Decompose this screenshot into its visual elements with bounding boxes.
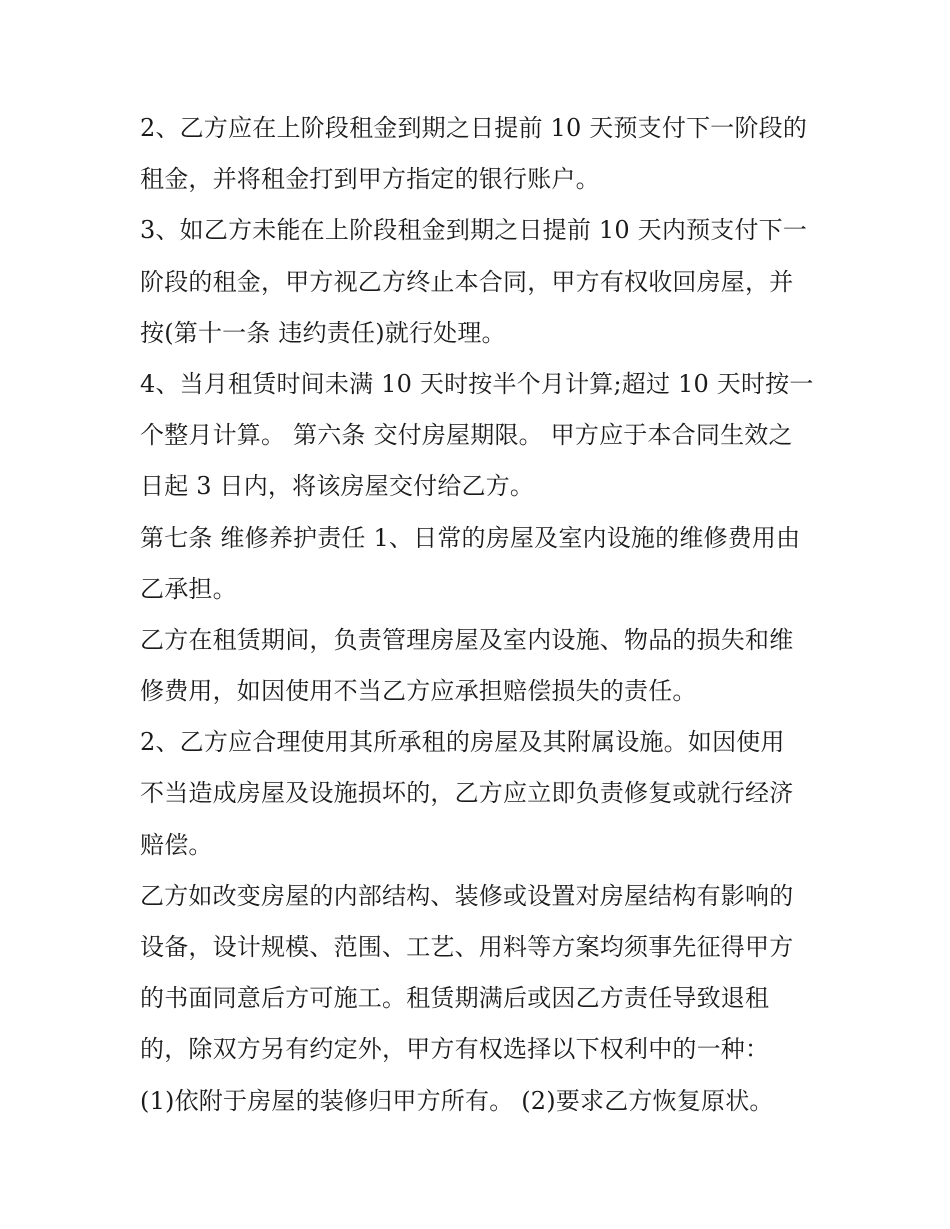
- paragraph-clause-2-prepayment: [140, 103, 812, 205]
- document-body: [140, 103, 812, 1127]
- text-line: 乙方如改变房屋的内部结构、装修或设置对房屋结构有影响的: [140, 881, 794, 910]
- text-line: 租金，并将租金打到甲方指定的银行账户。: [140, 165, 600, 194]
- text-line: 乙承担。: [140, 574, 237, 603]
- text-line: 乙方在租赁期间，负责管理房屋及室内设施、物品的损失和维: [140, 625, 794, 654]
- text-line: 阶段的租金，甲方视乙方终止本合同，甲方有权收回房屋，并: [140, 267, 794, 296]
- text-line: 的书面同意后方可施工。租赁期满后或因乙方责任导致退租: [140, 984, 770, 1013]
- paragraph-article-7-maintenance: [140, 513, 812, 615]
- text-line: 2、乙方应在上阶段租金到期之日提前 10 天预支付下一阶段的: [140, 114, 808, 142]
- paragraph-clause-3-late-payment: [140, 205, 812, 359]
- text-line: 第七条 维修养护责任 1、日常的房屋及室内设施的维修费用由: [140, 523, 801, 552]
- text-line: (1)依附于房屋的装修归甲方所有。 (2)要求乙方恢复原状。: [140, 1086, 774, 1115]
- text-line: 修费用，如因使用不当乙方应承担赔偿损失的责任。: [140, 677, 697, 706]
- text-line: 4、当月租赁时间未满 10 天时按半个月计算;超过 10 天时按一: [140, 369, 814, 398]
- text-line: 赔偿。: [140, 830, 213, 859]
- text-line: 2、乙方应合理使用其所承租的房屋及其附属设施。如因使用: [140, 728, 785, 757]
- text-line: 的，除双方另有约定外，甲方有权选择以下权利中的一种：: [140, 1035, 770, 1064]
- text-line: 按(第十一条 违约责任)就行处理。: [140, 318, 506, 347]
- paragraph-clause-2-proper-use: [140, 717, 812, 871]
- paragraph-renovation-consent: [140, 871, 812, 1127]
- text-line: 3、如乙方未能在上阶段租金到期之日提前 10 天内预支付下一: [140, 216, 808, 245]
- text-line: 个整月计算。 第六条 交付房屋期限。 甲方应于本合同生效之: [140, 421, 793, 450]
- text-line: 设备，设计规模、范围、工艺、用料等方案均须事先征得甲方: [140, 933, 794, 961]
- text-line: 日起 3 日内，将该房屋交付给乙方。: [140, 472, 535, 501]
- text-line: 不当造成房屋及设施损坏的，乙方应立即负责修复或就行经济: [140, 779, 794, 808]
- paragraph-clause-4-partial-month: [140, 359, 812, 513]
- paragraph-tenant-management: [140, 615, 812, 717]
